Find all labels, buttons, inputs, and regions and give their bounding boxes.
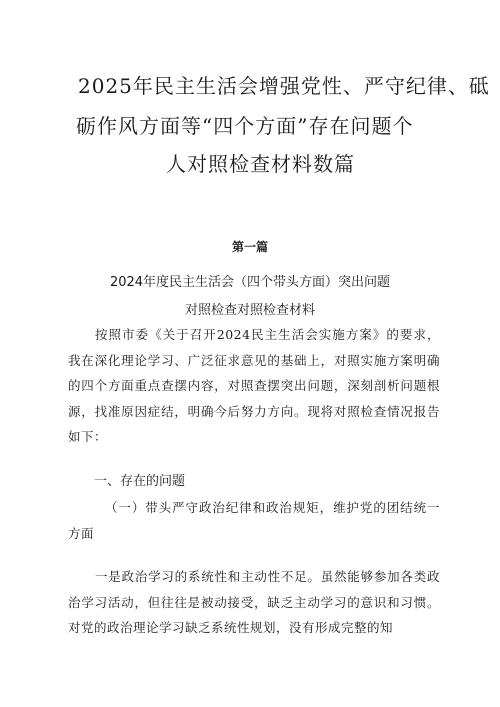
body-paragraph: 一是政治学习的系统性和主动性不足。虽然能够参加各类政治学习活动，但往往是被动接受，缺乏主动学习的意识和习惯。对党的政治理论学习缺乏系统性规划，没有形成完整的知 bbox=[68, 569, 440, 635]
subtitle-line-2: 对照检查对照检查材料 bbox=[184, 303, 315, 318]
title-line-2: 砺作风方面等“四个方面”存在问题个 bbox=[76, 114, 414, 138]
section-heading: 一、存在的问题 bbox=[94, 474, 186, 489]
intro-paragraph: 按照市委《关于召开2024民主生活会实施方案》的要求，我在深化理论学习、广泛征求意见的基础上，对照实施方案明确的四个方面重点查摆内容，对照查摆突出问题，深刻剖析问题根源，找准原因症结，明确今后努力方向。现将对照检查情况报告如下： bbox=[68, 327, 440, 444]
title-line-3: 人对照检查材料数篇 bbox=[166, 152, 355, 176]
subsection-heading: （一）带头严守政治纪律和政治规矩，维护党的团结统一方面 bbox=[68, 500, 440, 541]
section-label: 第一篇 bbox=[231, 240, 268, 254]
title-line-1: 2025年民主生活会增强党性、严守纪律、砥 bbox=[78, 74, 490, 98]
subtitle-line-1: 2024年度民主生活会（四个带头方面）突出问题 bbox=[109, 275, 391, 290]
